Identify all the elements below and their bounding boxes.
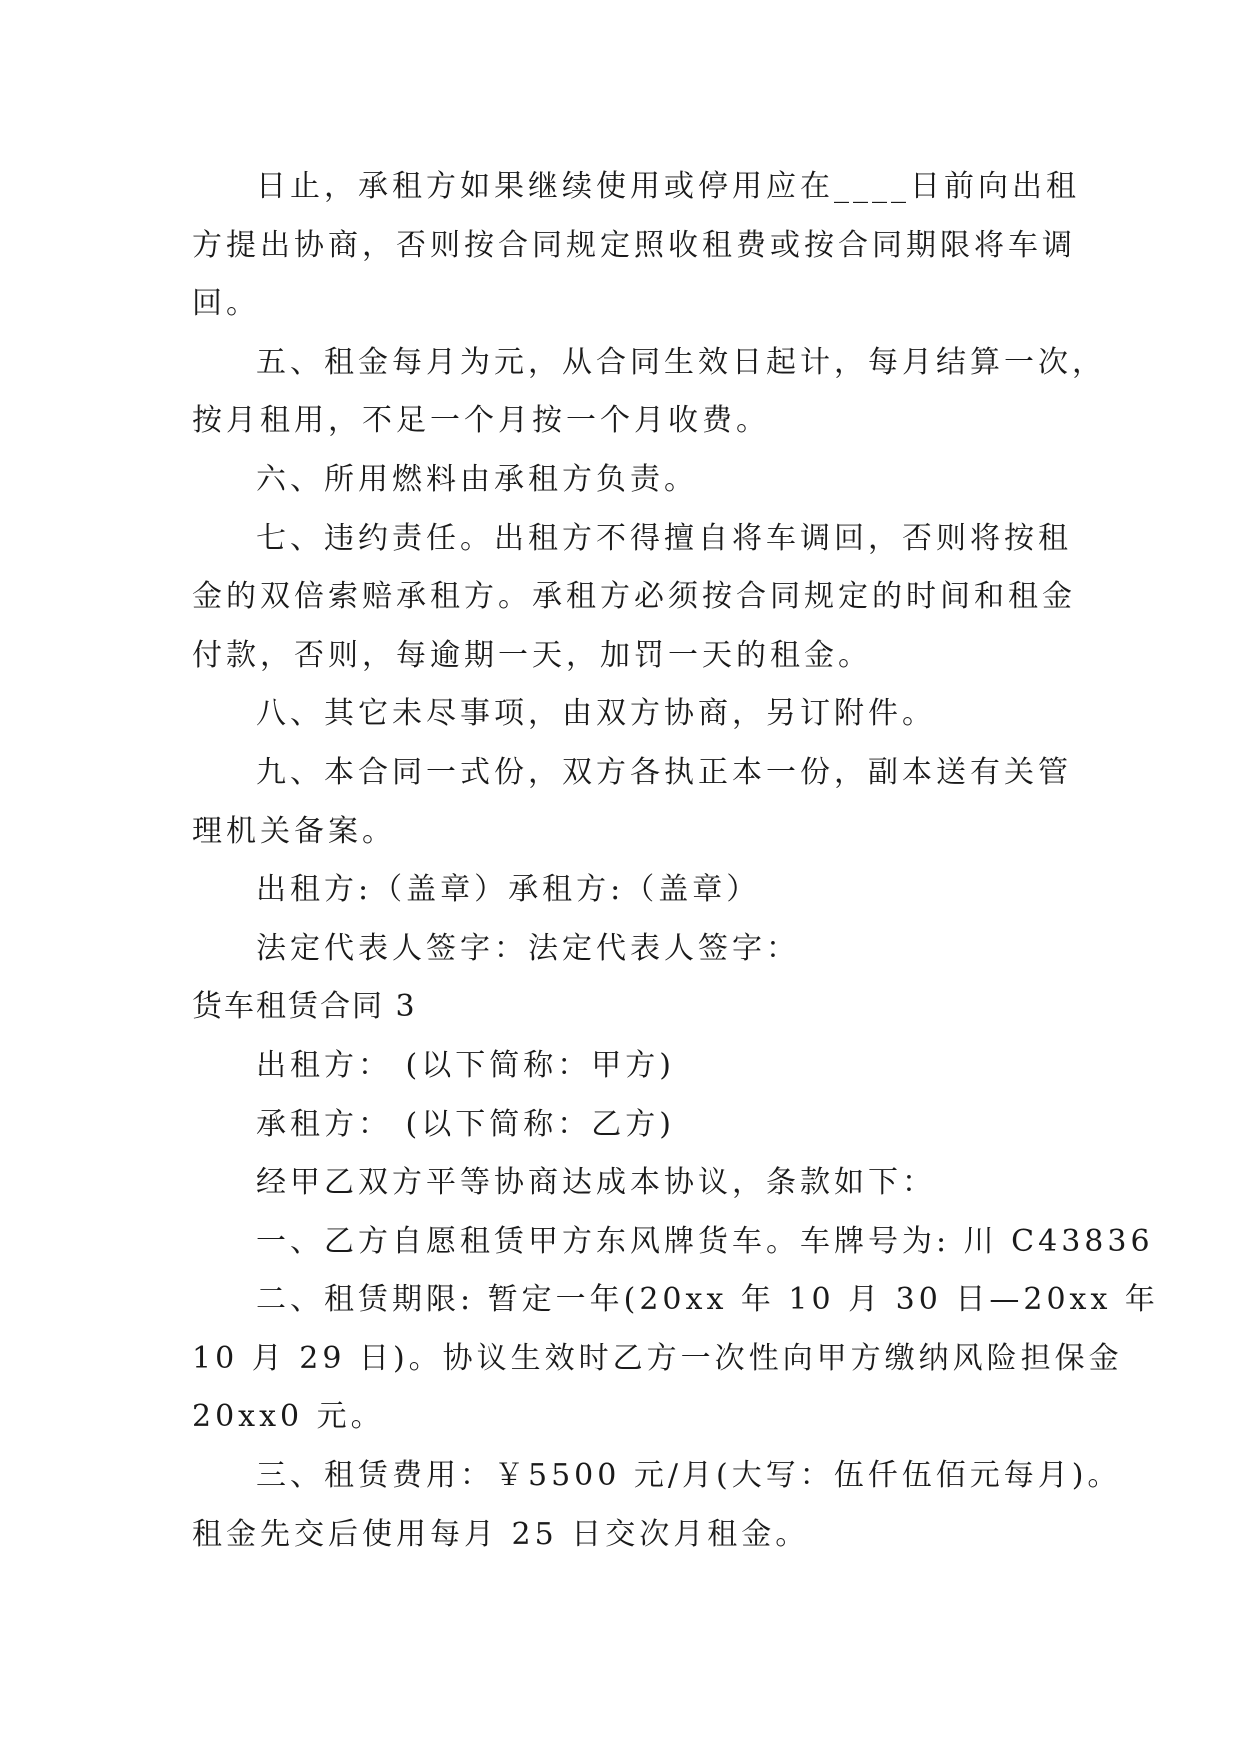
text-line: 20xx0 元。 xyxy=(192,1399,385,1435)
text-line: 租金先交后使用每月 25 日交次月租金。 xyxy=(192,1516,810,1552)
text-line: 按月租用，不足一个月按一个月收费。 xyxy=(192,403,770,439)
text-line: 三、租赁费用：￥5500 元/月(大写：伍仟伍佰元每月)。 xyxy=(256,1458,1122,1494)
text-line: 九、本合同一式份，双方各执正本一份，副本送有关管 xyxy=(256,754,1072,790)
text-line: 二、租赁期限: 暂定一年(20xx 年 10 月 30 日—20xx 年 xyxy=(256,1282,1159,1318)
text-line: 七、违约责任。出租方不得擅自将车调回，否则将按租 xyxy=(256,520,1072,556)
text-line: 五、租金每月为元，从合同生效日起计，每月结算一次， xyxy=(256,344,1106,380)
text-line: 出租方:（盖章）承租方:（盖章） xyxy=(256,872,761,908)
text-line: 出租方： (以下简称：甲方) xyxy=(256,1047,675,1083)
text-line: 理机关备案。 xyxy=(192,813,396,849)
text-line: 八、其它未尽事项，由双方协商，另订附件。 xyxy=(256,696,936,732)
text-line: 经甲乙双方平等协商达成本协议，条款如下： xyxy=(256,1165,936,1201)
section-heading: 货车租赁合同 3 xyxy=(192,989,417,1025)
text-line: 日止，承租方如果继续使用或停用应在____日前向出租 xyxy=(256,169,1080,204)
text-line: 一、乙方自愿租赁甲方东风牌货车。车牌号为: 川 C43836 xyxy=(256,1223,1154,1259)
text-line: 方提出协商，否则按合同规定照收租费或按合同期限将车调 xyxy=(192,227,1076,263)
text-line: 付款，否则，每逾期一天，加罚一天的租金。 xyxy=(192,637,872,673)
text-line: 六、所用燃料由承租方负责。 xyxy=(256,461,698,497)
document-body xyxy=(192,158,1159,1564)
text-line: 法定代表人签字：法定代表人签字： xyxy=(256,930,800,966)
text-line: 回。 xyxy=(192,286,260,322)
text-line: 10 月 29 日)。协议生效时乙方一次性向甲方缴纳风险担保金 xyxy=(192,1340,1123,1376)
text-line: 金的双倍索赔承租方。承租方必须按合同规定的时间和租金 xyxy=(192,579,1076,615)
text-line: 承租方： (以下简称：乙方) xyxy=(256,1106,675,1142)
